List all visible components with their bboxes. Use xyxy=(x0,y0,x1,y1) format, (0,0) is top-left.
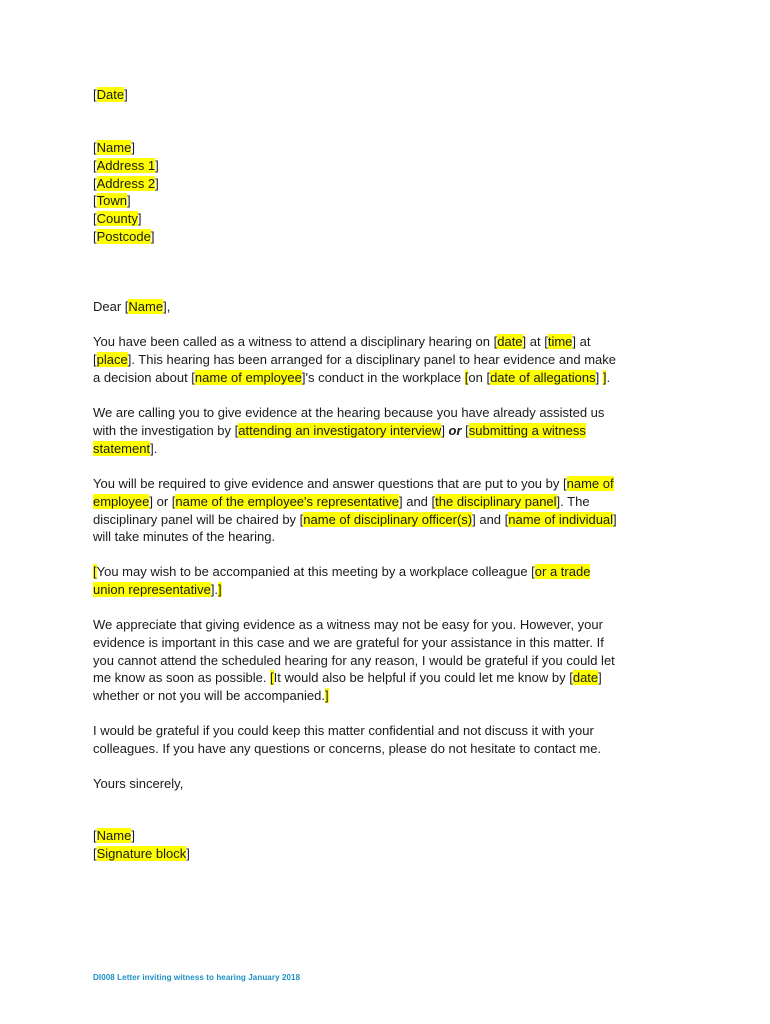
text-fragment: . xyxy=(606,369,611,385)
text-fragment: evidence is important in this case and we are grateful for your assistance in this matter. If xyxy=(93,634,604,650)
text-fragment: ] xyxy=(441,422,449,438)
text-fragment: or xyxy=(448,422,462,438)
placeholder-field[interactable]: Name xyxy=(96,140,132,155)
text-fragment: on [ xyxy=(468,369,491,385)
placeholder-field[interactable]: Postcode xyxy=(96,228,151,244)
signature-name: [Name] xyxy=(93,828,135,843)
closing xyxy=(93,775,673,793)
text-fragment: disciplinary panel will be chaired by [ xyxy=(93,511,304,527)
text-fragment: You will be required to give evidence and answer questions that are put to you by [ xyxy=(93,476,567,491)
placeholder-field[interactable]: Name xyxy=(96,828,132,843)
text-fragment: [ xyxy=(93,351,97,367)
text-fragment: ] and [ xyxy=(472,511,509,527)
text-fragment: with the investigation by [ xyxy=(93,422,239,438)
text-fragment: ] xyxy=(613,511,617,527)
address-line-1: [Address 1] xyxy=(93,157,159,173)
placeholder-field[interactable]: name of individual xyxy=(508,511,614,527)
text-fragment: whether or not you will be accompanied. xyxy=(93,688,325,704)
recipient-address xyxy=(93,139,673,246)
text-fragment: ]'s conduct in the workplace xyxy=(301,369,465,385)
signature-block: [Signature block] xyxy=(93,845,190,861)
text-fragment: Dear [ xyxy=(93,299,129,314)
placeholder-field[interactable]: place xyxy=(96,351,128,367)
text-fragment: I would be grateful if you could keep this matter confidential and not discuss it with your xyxy=(93,723,594,738)
text-fragment: ]. This hearing has been arranged for a disciplinary panel to hear evidence and make xyxy=(127,351,616,367)
text-fragment: It would also be helpful if you could let me know by [ xyxy=(273,670,573,686)
paragraph-appreciation xyxy=(93,616,673,705)
placeholder-field[interactable]: name of employee xyxy=(194,369,302,385)
text-fragment: ] at xyxy=(572,334,591,349)
paragraph-hearing-details xyxy=(93,333,673,386)
text-fragment: You may wish to be accompanied at this meeting by a workplace colleague [ xyxy=(96,564,535,579)
text-fragment: me know as soon as possible. xyxy=(93,670,271,686)
text-fragment: you cannot attend the scheduled hearing for any reason, I would be grateful if you could let xyxy=(93,652,615,668)
address-postcode: [Postcode] xyxy=(93,228,155,244)
document-footer: DI008 Letter inviting witness to hearing January 2018 xyxy=(93,973,301,982)
placeholder-field[interactable]: date xyxy=(572,670,599,686)
placeholder-field[interactable]: the disciplinary panel xyxy=(435,493,557,509)
placeholder-field[interactable]: name of xyxy=(566,476,614,491)
placeholder-field[interactable]: Address 1 xyxy=(96,157,156,173)
placeholder-field[interactable]: attending an investigatory interview xyxy=(238,422,442,438)
text-fragment: ] and [ xyxy=(399,493,436,509)
paragraph-accompanied xyxy=(93,563,673,599)
placeholder-field[interactable]: date xyxy=(497,334,523,349)
address-line-2: [Address 2] xyxy=(93,175,159,191)
placeholder-field: ] xyxy=(218,581,222,597)
text-fragment: We appreciate that giving evidence as a witness may not be easy for you. However, your xyxy=(93,617,603,632)
text-fragment: We are calling you to give evidence at the hearing because you have already assisted us xyxy=(93,405,605,420)
text-fragment: [ xyxy=(461,422,469,438)
placeholder-field[interactable]: County xyxy=(96,211,138,227)
placeholder-field[interactable]: date of allegations xyxy=(490,369,596,385)
placeholder-field[interactable]: name of disciplinary officer(s) xyxy=(303,511,473,527)
address-name: [Name] xyxy=(93,140,135,155)
text-fragment: ] at [ xyxy=(522,334,548,349)
text-fragment: colleagues. If you have any questions or concerns, please do not hesitate to contact me. xyxy=(93,740,602,756)
text-fragment: ] xyxy=(595,369,603,385)
placeholder-field: [ xyxy=(270,670,274,686)
text-fragment: ] xyxy=(598,670,602,686)
placeholder-field[interactable]: or a trade xyxy=(534,564,591,579)
paragraph-reason xyxy=(93,404,673,457)
text-fragment: ]. xyxy=(210,581,219,597)
text-fragment: ] or [ xyxy=(149,493,176,509)
salutation-name[interactable]: Name xyxy=(128,299,164,314)
placeholder-field: ] xyxy=(324,688,329,704)
placeholder-field[interactable]: employee xyxy=(93,493,150,509)
address-town: [Town] xyxy=(93,193,131,209)
placeholder-field[interactable]: union representative xyxy=(93,581,211,597)
placeholder-field[interactable]: Address 2 xyxy=(96,175,156,191)
date-line: [Date] xyxy=(93,87,128,102)
placeholder-field[interactable]: statement xyxy=(93,440,151,456)
placeholder-field[interactable]: submitting a witness xyxy=(468,422,586,438)
paragraph-evidence xyxy=(93,475,673,546)
text-fragment: ], xyxy=(163,299,171,314)
text-fragment: will take minutes of the hearing. xyxy=(93,529,276,545)
text-fragment: a decision about [ xyxy=(93,369,195,385)
salutation xyxy=(93,298,673,316)
placeholder-field: [ xyxy=(93,564,97,579)
placeholder-field: ] xyxy=(602,369,607,385)
signature xyxy=(93,827,673,863)
placeholder-field[interactable]: Signature block xyxy=(96,845,187,861)
placeholder-field[interactable]: name of the employee's representative xyxy=(175,493,399,509)
placeholder-field[interactable]: time xyxy=(547,334,573,349)
text-fragment: You have been called as a witness to attend a disciplinary hearing on [ xyxy=(93,334,498,349)
placeholder-field: [ xyxy=(464,369,469,385)
date-placeholder[interactable]: Date xyxy=(96,87,125,102)
text-fragment: Yours sincerely, xyxy=(93,776,184,791)
placeholder-field[interactable]: Town xyxy=(96,193,127,209)
text-fragment: ]. The xyxy=(556,493,590,509)
address-county: [County] xyxy=(93,211,142,227)
paragraph-confidential xyxy=(93,722,673,758)
text-fragment: ]. xyxy=(150,440,158,456)
